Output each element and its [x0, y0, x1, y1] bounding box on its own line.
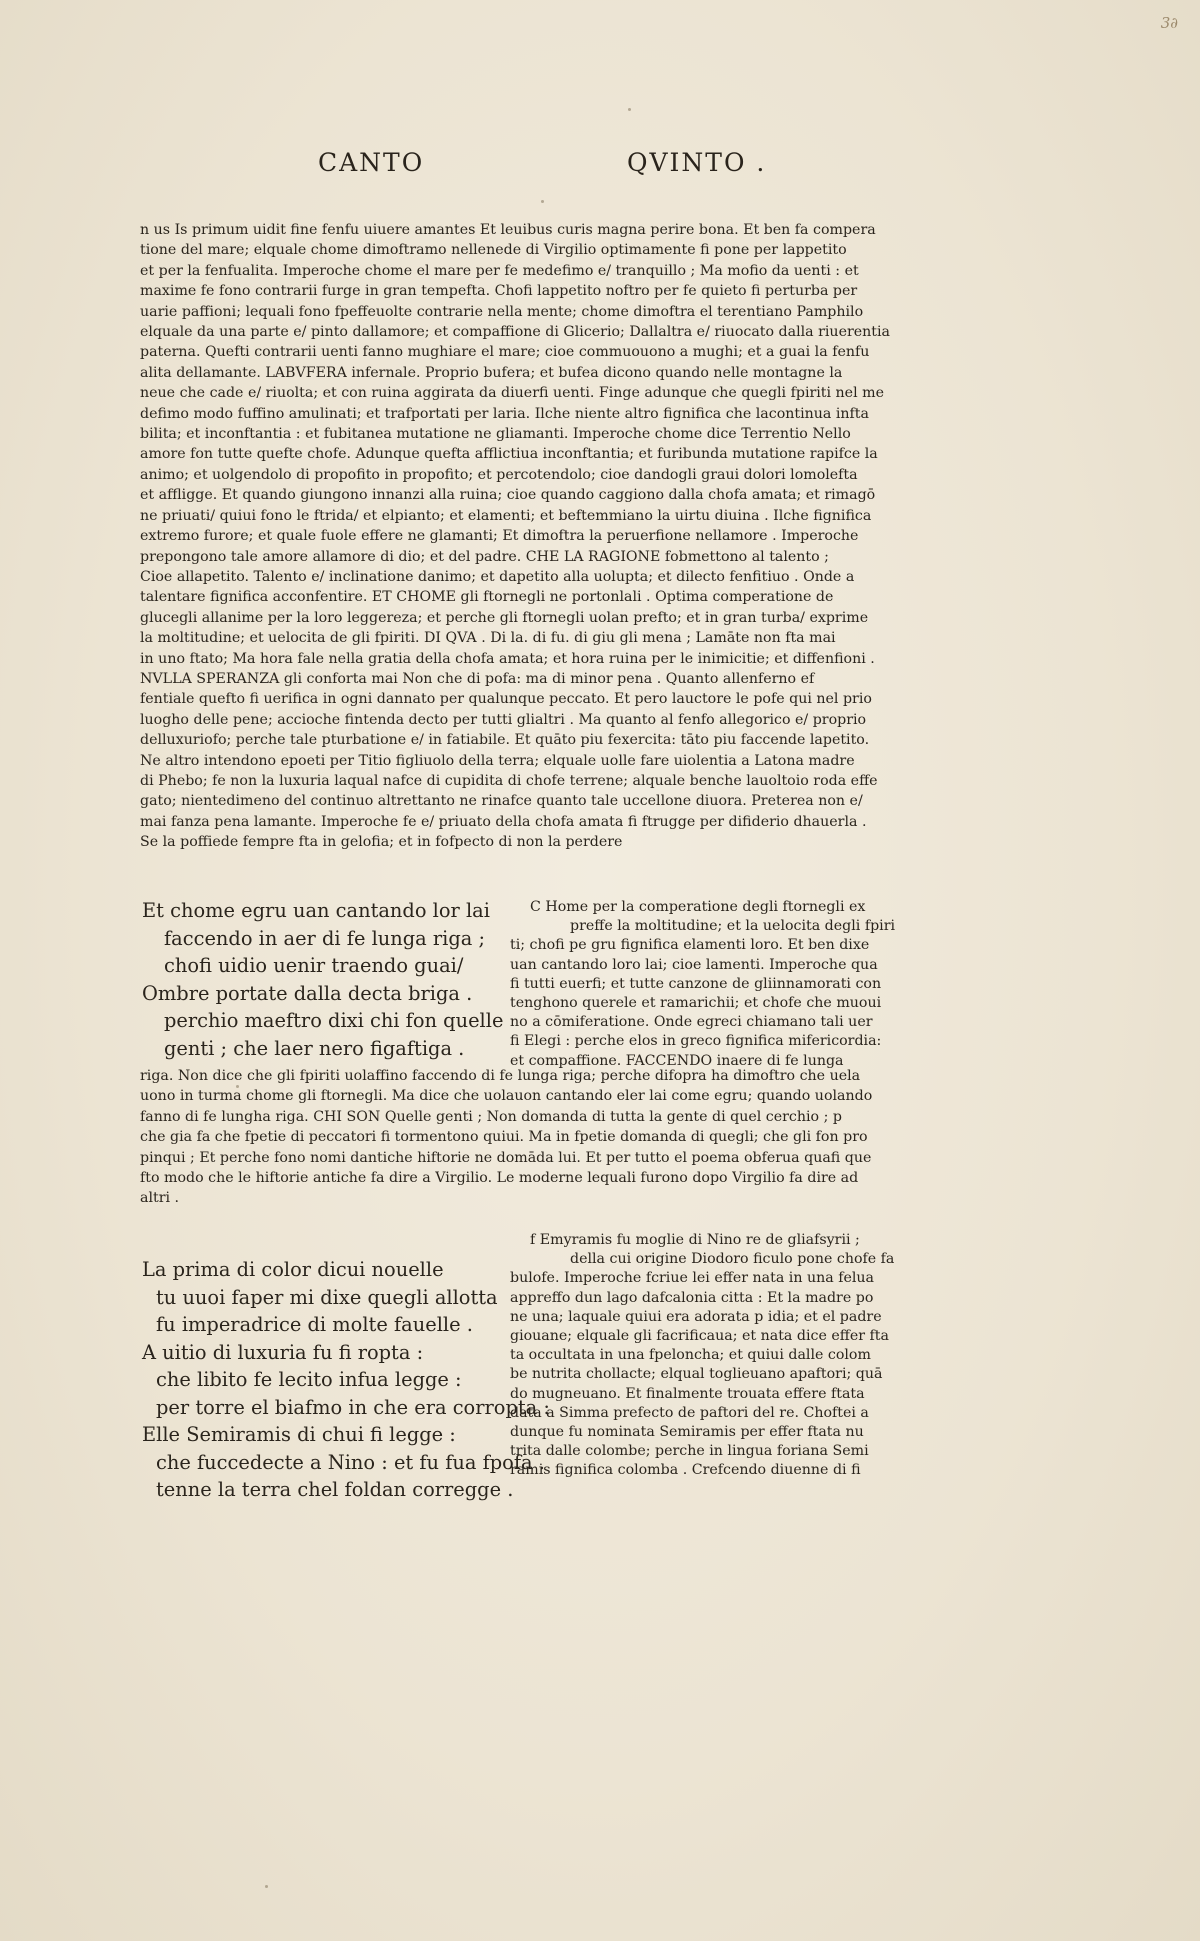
commentary-line: bilita; et inconftantia : et fubitanea mutatione ne gliamanti. Imperoche chome dice Terrentio Nello [140, 426, 851, 443]
commentary-line: amore fon tutte quefte chofe. Adunque quefta afflictiua inconftantia; et furibunda mutatione rapifce la [140, 446, 878, 463]
gloss-line: ramis fignifica colomba . Crefcendo diuenne di fi [510, 1462, 861, 1479]
verse-block-1 [142, 897, 522, 1062]
folio-number: 3∂ [1160, 14, 1178, 32]
commentary-line: mai fanza pena lamante. Imperoche fe e/ priuato della chofa amata fi ftrugge per difiderio dhauerla . [140, 813, 867, 830]
commentary-line: tione del mare; elquale chome dimoftramo nellenede di Virgilio optimamente fi pone per lappetito [140, 242, 847, 259]
commentary-line: fentiale quefto fi uerifica in ogni dannato per qualunque peccato. Et pero lauctore le pofe qui nel prio [140, 691, 872, 708]
heading-quinto: QVINTO . [627, 148, 767, 177]
gloss-line: trita dalle colombe; perche in lingua foriana Semi [510, 1443, 869, 1460]
commentary-line: elquale da una parte e/ pinto dallamore; et compaffione di Glicerio; Dallaltra e/ riuocato dalla riuerentia [140, 324, 890, 341]
commentary-line: riga. Non dice che gli fpiriti uolaffino faccendo di fe lunga riga; perche difopra ha dimoftro che uela [140, 1068, 861, 1084]
commentary-line: maxime fe fono contrarii furge in gran tempefta. Chofi lappetito noftro per fe quieto fi perturba per [140, 283, 858, 300]
gloss-line: C Home per la comperatione degli ftornegli ex [530, 899, 866, 915]
gloss-line: giouane; elquale gli facrificaua; et nata dice effer fta [510, 1328, 889, 1345]
commentary-line: altri . [140, 1190, 180, 1207]
commentary-line: Cioe allapetito. Talento e/ inclinatione danimo; et dapetito alla uolupta; et dilecto fenfitiuo . Onde a [140, 568, 855, 585]
gloss-line: uan cantando loro lai; cioe lamenti. Imperoche qua [510, 956, 878, 973]
gloss-line: et compaffione. FACCENDO inaere di fe lunga [510, 1052, 844, 1069]
gloss-line: fi tutti euerfi; et tutte canzone de gliinnamorati con [510, 975, 882, 992]
gloss-line: dunque fu nominata Semiramis per effer ftata nu [510, 1424, 864, 1441]
commentary-line: delluxuriofo; perche tale pturbatione e/ in fatiabile. Et quāto piu fexercita: tāto piu faccende lapetito. [140, 732, 870, 749]
commentary-line: prepongono tale amore allamore di dio; et del padre. CHE LA RAGIONE fobmettono al talento ; [140, 548, 829, 565]
commentary-line: uarie paffioni; lequali fono fpeffeuolte contrarie nella mente; chome dimoftra el terentiano Pamphilo [140, 303, 864, 320]
commentary-line: luogho delle pene; accioche fintenda decto per tutti glialtri . Ma quanto al fenfo allegorico e/ proprio [140, 711, 867, 728]
commentary-line: extremo furore; et quale fuole effere ne glamanti; Et dimoftra la peruerfione nellamore . Imperoche [140, 528, 859, 545]
gloss-line: f Emyramis fu moglie di Nino re de gliafsyrii ; [530, 1232, 860, 1248]
gloss-line: ta occultata in una fpeloncha; et quiui dalle colom [510, 1347, 871, 1364]
commentary-line: et per la fenfualita. Imperoche chome el mare per fe medefimo e/ tranquillo ; Ma mofio da uenti : et [140, 262, 859, 279]
commentary-line: uono in turma chome gli ftornegli. Ma dice che uolauon cantando eler lai come egru; quando uolando [140, 1088, 873, 1105]
commentary-line: che gia fa che fpetie di peccatori fi tormentono quiui. Ma in fpetie domanda di quegli; che gli fon pro [140, 1129, 868, 1146]
gloss-block-1 [510, 898, 910, 1071]
gloss-line: be nutrita chollacte; elqual toglieuano apaftori; quā [510, 1366, 883, 1383]
verse-line: che libito fe lecito infua legge : [156, 1368, 462, 1391]
gloss-line: ne una; laquale quiui era adorata p idia; et el padre [510, 1308, 882, 1325]
commentary-line: defimo modo fuffino amulinati; et trafportati per laria. Ilche niente altro fignifica che lacontinua infta [140, 405, 869, 422]
verse-line: chofi uidio uenir traendo guai/ [164, 954, 464, 977]
gloss-line: preffe la moltitudine; et la uelocita degli fpiri [570, 918, 896, 935]
commentary-line: alita dellamante. LABVFERA infernale. Proprio bufera; et bufea dicono quando nelle montagne la [140, 364, 843, 381]
gloss-line: data a Simma prefecto de paftori del re. Choftei a [510, 1404, 869, 1421]
verse-line: per torre el biafmo in che era corropta : [156, 1395, 550, 1419]
gloss-line: tenghono querele et ramarichii; et chofe che muoui [510, 995, 882, 1012]
gloss-line: ti; chofi pe gru fignifica elamenti loro. Et ben dixe [510, 937, 870, 954]
ink-speck [628, 108, 631, 111]
commentary-line: paterna. Quefti contrarii uenti fanno mughiare el mare; cioe commuouono a mughi; et a guai la fenfu [140, 344, 870, 361]
gloss-line: bulofe. Imperoche fcriue lei effer nata in una felua [510, 1270, 874, 1287]
commentary-line: fanno di fe lungha riga. CHI SON Quelle genti ; Non domanda di tutta la gente di quel cerchio ; p [140, 1108, 842, 1125]
gloss-block-2 [510, 1231, 910, 1481]
gloss-line: no a cōmiferatione. Onde egreci chiamano tali uer [510, 1014, 873, 1031]
commentary-line: talentare fignifica acconfentire. ET CHOME gli ftornegli ne portonlali . Optima comperatione de [140, 589, 834, 606]
commentary-line: Se la poffiede fempre fta in gelofia; et in fofpecto di non la perdere [140, 834, 623, 851]
verse-line: perchio maeftro dixi chi fon quelle [164, 1009, 504, 1032]
commentary-line: fto modo che le hiftorie antiche fa dire a Virgilio. Le moderne lequali furono dopo Virgilio fa dire ad [140, 1170, 859, 1187]
commentary-line: NVLLA SPERANZA gli conforta mai Non che di pofa: ma di minor pena . Quanto allenferno ef [140, 670, 815, 687]
commentary-line: et affligge. Et quando giungono innanzi alla ruina; cioe quando caggiono dalla chofa amata; et rimagō [140, 487, 876, 504]
commentary-line: Ne altro intendono epoeti per Titio figliuolo della terra; elquale uolle fare uiolentia a Latona madre [140, 752, 855, 769]
verse-line: La prima di color dicui nouelle [142, 1258, 444, 1281]
commentary-line: glucegli allanime per la loro leggereza; et perche gli ftornegli uolan prefto; et in gran turba/ exprime [140, 609, 869, 626]
verse-line: tenne la terra chel foldan corregge . [156, 1478, 514, 1501]
commentary-line: pinqui ; Et perche fono nomi dantiche hiftorie ne domāda lui. Et per tutto el poema obferua quafi que [140, 1149, 872, 1166]
verse-line: fu imperadrice di molte fauelle . [156, 1313, 473, 1336]
verse-line: Elle Semiramis di chui fi legge : [142, 1423, 456, 1446]
commentary-line: ne priuati/ quiui fono le ftrida/ et elpianto; et elamenti; et beftemmiano la uirtu diuina . Ilche fignifica [140, 507, 872, 524]
heading-canto: CANTO [318, 148, 425, 177]
verse-line: faccendo in aer di fe lunga riga ; [164, 926, 486, 950]
verse-line: Ombre portate dalla decta briga . [142, 981, 473, 1005]
gloss-line: fi Elegi : perche elos in greco fignifica mifericordia: [510, 1033, 882, 1050]
commentary-line: di Phebo; fe non la luxuria laqual nafce di cupidita di chofe terrene; alquale benche lauoltoio roda effe [140, 772, 878, 789]
commentary-line: in uno ftato; Ma hora fale nella gratia della chofa amata; et hora ruina per le inimicitie; et diffenfioni . [140, 650, 875, 667]
commentary-line: gato; nientedimeno del continuo altrettanto ne rinafce quanto tale uccellone diuora. Preterea non e/ [140, 793, 863, 810]
ink-speck [541, 200, 544, 203]
commentary-line: animo; et uolgendolo di propofito in propofito; et percotendolo; cioe dandogli graui dolori lomolefta [140, 466, 858, 483]
verse-line: genti ; che laer nero figaftiga . [164, 1036, 465, 1060]
ink-speck [236, 1085, 239, 1088]
commentary-line: neue che cade e/ riuolta; et con ruina aggirata da diuerfi uenti. Finge adunque che quegli fpiriti nel me [140, 385, 884, 402]
verse-line: A uitio di luxuria fu fi ropta : [142, 1340, 424, 1364]
verse-line: che fuccedecte a Nino : et fu fua fpofa . [156, 1450, 545, 1474]
commentary-line: la moltitudine; et uelocita de gli fpiriti. DI QVA . Di la. di fu. di giu gli mena ; Lamāte non fta mai [140, 630, 836, 647]
gloss-line: appreffo dun lago dafcalonia citta : Et la madre po [510, 1289, 874, 1306]
verse-block-2 [142, 1256, 550, 1504]
verse-line: tu uuoi faper mi dixe quegli allotta [156, 1285, 498, 1309]
verse-line: Et chome egru uan cantando lor lai [142, 899, 490, 922]
commentary-top [140, 220, 910, 853]
gloss-line: do mugneuano. Et finalmente trouata effere ftata [510, 1385, 865, 1402]
commentary-middle [140, 1066, 910, 1209]
commentary-line: n us Is primum uidit fine fenfu uiuere amantes Et leuibus curis magna perire bona. Et ben fa compera [140, 222, 876, 238]
gloss-line: della cui origine Diodoro ficulo pone chofe fa [570, 1251, 895, 1268]
ink-speck [265, 1885, 268, 1888]
